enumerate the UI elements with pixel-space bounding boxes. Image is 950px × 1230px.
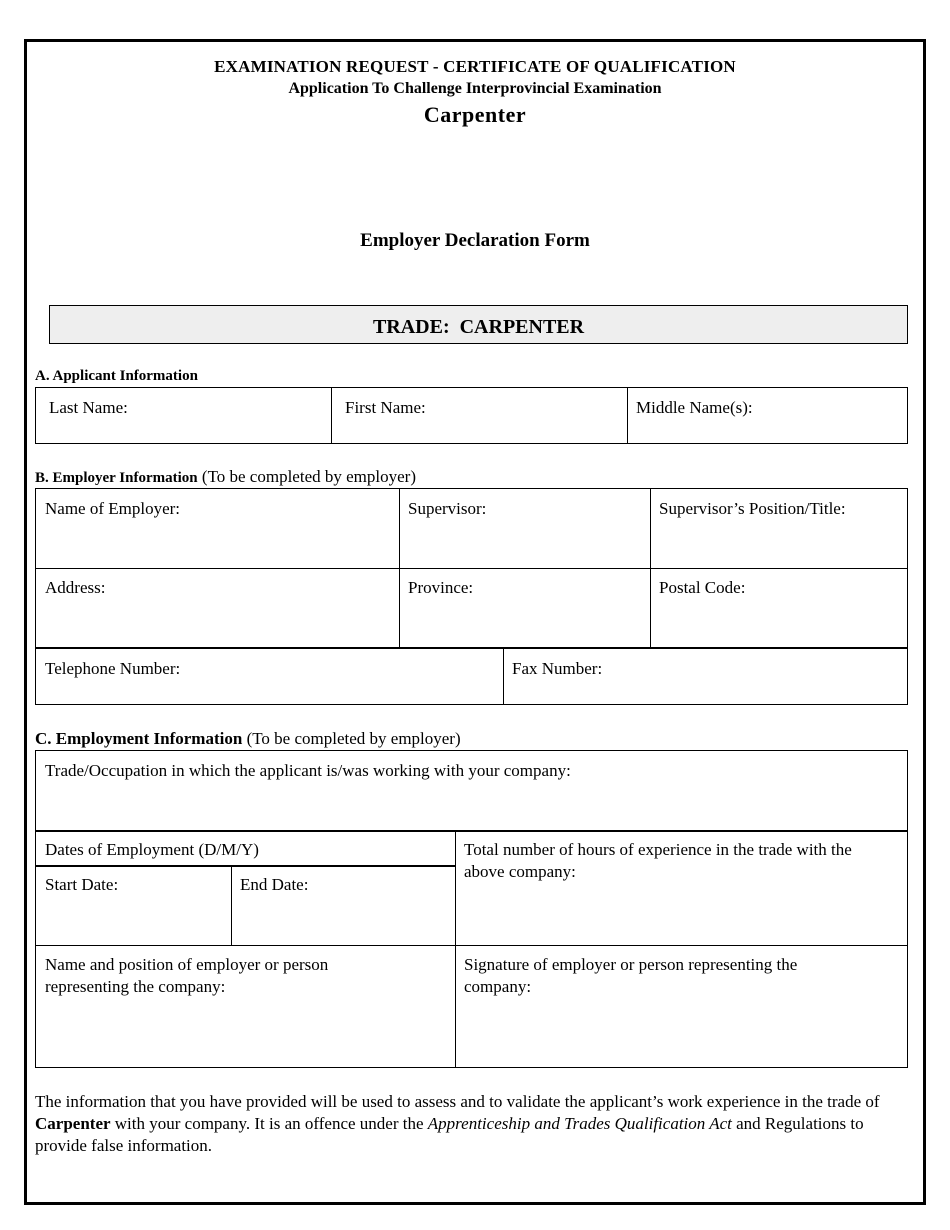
end-date-field[interactable]: End Date: <box>240 875 309 894</box>
section-c-title: C. Employment Information <box>35 729 243 748</box>
form-title: Employer Declaration Form <box>360 230 590 251</box>
first-name-field[interactable]: First Name: <box>345 398 426 417</box>
section-a-title: A. Applicant Information <box>35 368 198 384</box>
employer-name-field[interactable]: Name of Employer: <box>45 499 181 518</box>
employer-signature-field[interactable]: Signature of employer or person representing the company: <box>464 955 798 996</box>
form-header-title: EXAMINATION REQUEST - CERTIFICATE OF QUALIFICATION <box>214 57 736 76</box>
supervisor-field[interactable]: Supervisor: <box>408 499 487 518</box>
declaration-notice <box>35 1091 910 1157</box>
form-header-subtitle: Application To Challenge Interprovincial Examination <box>288 80 662 97</box>
fax-field[interactable]: Fax Number: <box>512 659 603 678</box>
notice-text: with your company. It is an offence under the <box>110 1114 428 1133</box>
divider <box>331 388 332 443</box>
section-b-title: B. Employer Information <box>35 470 198 486</box>
total-hours-field[interactable]: Total number of hours of experience in the trade with the above company: <box>464 840 852 881</box>
postal-code-field[interactable]: Postal Code: <box>659 578 746 597</box>
notice-text: and Regulations to provide false information. <box>35 1114 864 1155</box>
applicant-info-table <box>35 387 908 444</box>
trade-banner: TRADE: CARPENTER <box>49 305 908 344</box>
section-b-note: (To be completed by employer) <box>197 467 416 486</box>
employment-info-table <box>35 750 908 1068</box>
trade-title: Carpenter <box>423 102 527 127</box>
address-field[interactable]: Address: <box>45 578 106 597</box>
employer-info-table <box>35 488 908 648</box>
middle-names-field[interactable]: Middle Name(s): <box>636 398 753 417</box>
notice-trade: Carpenter <box>35 1114 111 1133</box>
employer-name-position-field[interactable]: Name and position of employer or person representing the company: <box>45 955 329 996</box>
section-c-note: (To be completed by employer) <box>242 729 461 748</box>
notice-text: The information that you have provided will be used to assess and to validate the applicant’s work experience in the trade of <box>35 1092 880 1111</box>
province-field[interactable]: Province: <box>408 578 474 597</box>
dates-of-employment-label: Dates of Employment (D/M/Y) <box>45 840 259 859</box>
last-name-field[interactable]: Last Name: <box>49 398 128 417</box>
notice-act-name: Apprenticeship and Trades Qualification Act <box>427 1114 732 1133</box>
section-a-heading <box>35 367 198 385</box>
start-date-field[interactable]: Start Date: <box>45 875 119 894</box>
trade-occupation-field[interactable]: Trade/Occupation in which the applicant is/was working with your company: <box>45 761 571 780</box>
section-b-heading <box>35 467 416 487</box>
contact-info-table <box>35 648 908 705</box>
telephone-field[interactable]: Telephone Number: <box>45 659 181 678</box>
supervisor-title-field[interactable]: Supervisor’s Position/Title: <box>659 499 846 518</box>
section-c-heading <box>35 729 461 749</box>
